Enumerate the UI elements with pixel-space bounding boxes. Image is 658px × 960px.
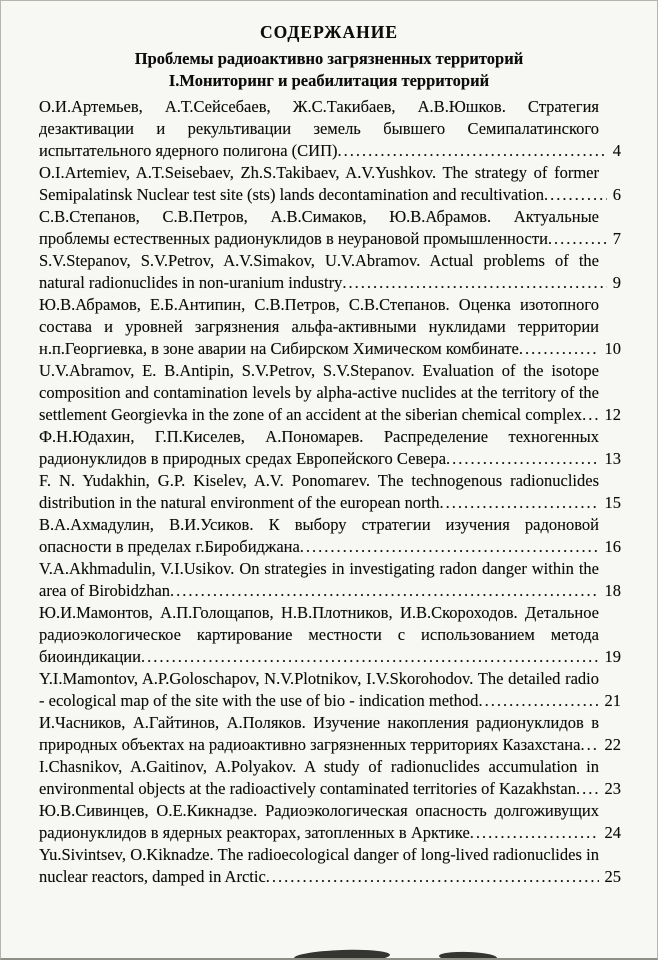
entry-page-number: 21 bbox=[599, 690, 622, 712]
entry-page-number: 10 bbox=[599, 338, 622, 360]
document-subtitle: Проблемы радиоактивно загрязненных территорий bbox=[134, 49, 524, 68]
entry-page-number: 7 bbox=[607, 228, 621, 250]
entry-title: The radioecological danger of long-lived radionuclides in nuclear reactors, damped in Arctic bbox=[39, 845, 600, 886]
entry-title: Стратегия дезактивации и рекультивации земель бывшего Семипалатинского испытательного ядерного полигона (СИП) bbox=[39, 97, 599, 160]
entry-page-number: 22 bbox=[599, 734, 622, 756]
entry-page-number: 23 bbox=[599, 778, 622, 800]
entry-title: On strategies in investigating radon danger within the area of Birobidzhan bbox=[39, 559, 599, 600]
entry-title: Актуальные проблемы естественных радионуклидов в неурановой промышленности bbox=[39, 207, 600, 248]
entry-page-number: 13 bbox=[599, 448, 622, 470]
entry-page-number: 24 bbox=[599, 822, 622, 844]
entry-authors: Ю.В.Абрамов, Е.Б.Антипин, С.В.Петров, С.В.Степанов. bbox=[39, 295, 450, 314]
entry-title: Изучение накопления радионуклидов в природных объектах на радиоактивно загрязненных территориях Казахстана bbox=[39, 713, 599, 754]
entry-title: The detailed radio - ecological map of the site with the use of bio - indication method bbox=[39, 669, 600, 710]
entry-page-number: 12 bbox=[599, 404, 622, 426]
entry-title: Радиоэкологическая опасность долгоживущих радионуклидов в ядерных реакторах, затопленных в Арктике bbox=[39, 801, 600, 842]
entry-authors: В.А.Ахмадулин, В.И.Усиков. bbox=[39, 515, 254, 534]
toc-entry bbox=[39, 206, 621, 250]
entry-authors: U.V.Abramov, E. B.Antipin, S.V.Petrov, S.V.Stepanov. bbox=[39, 361, 415, 380]
toc-entry bbox=[39, 844, 621, 888]
entry-authors: S.V.Stepanov, S.V.Petrov, A.V.Simakov, U.V.Abramov. bbox=[39, 251, 421, 270]
toc-entry bbox=[39, 756, 621, 800]
entry-authors: O.I.Artemiev, A.T.Seisebaev, Zh.S.Takibaev, A.V.Yushkov. bbox=[39, 163, 437, 182]
entry-authors: F. N. Yudakhin, G.P. Kiselev, A.V. Ponomarev. bbox=[39, 471, 371, 490]
entry-title: Детальное радиоэкологическое картирование местности с использованием метода биоиндикации bbox=[39, 603, 600, 666]
entry-authors: Ю.И.Мамонтов, А.П.Голощапов, Н.В.Плотников, И.В.Скороходов. bbox=[39, 603, 518, 622]
scan-artifact-left bbox=[294, 948, 390, 960]
entry-title: Evaluation of the isotope composition and contamination levels by alpha-active nuclides at the territory of the settlement Georgievka in the zone of an accident at the siberian chemical complex bbox=[39, 361, 600, 424]
toc-entry bbox=[39, 514, 621, 558]
entry-title: The strategy of former Semipalatinsk Nuclear test site (sts) lands decontamination and recultivation bbox=[39, 163, 599, 204]
entry-authors: Ф.Н.Юдахин, Г.П.Киселев, А.Пономарев. bbox=[39, 427, 364, 446]
toc-entry bbox=[39, 250, 621, 294]
entry-page-number: 16 bbox=[599, 536, 622, 558]
section-heading: I.Мониторинг и реабилитация территорий bbox=[168, 71, 490, 90]
entry-authors: I.Chasnikov, A.Gaitinov, A.Polyakov. bbox=[39, 757, 297, 776]
toc-entry bbox=[39, 162, 621, 206]
entry-page-number: 9 bbox=[607, 272, 621, 294]
scan-artifact-right bbox=[439, 951, 497, 960]
entry-title: Actual problems of the natural radionuclides in non-uranium industry bbox=[39, 251, 599, 292]
entry-page-number: 18 bbox=[599, 580, 622, 602]
toc-entry bbox=[39, 426, 621, 470]
entry-title: Оценка изотопного состава и уровней загрязнения альфа-активными нуклидами территории н.п.Георгиевка, в зоне аварии на Сибирском Химическом комбинате bbox=[39, 295, 599, 358]
entry-authors: Y.I.Mamontov, A.P.Goloschapov, N.V.Plotnikov, I.V.Skorohodov. bbox=[39, 669, 474, 688]
toc-entry bbox=[39, 96, 621, 162]
toc-entry bbox=[39, 712, 621, 756]
entry-page-number: 6 bbox=[607, 184, 621, 206]
entry-authors: V.A.Akhmadulin, V.I.Usikov. bbox=[39, 559, 235, 578]
entry-authors: С.В.Степанов, С.В.Петров, А.В.Симаков, Ю.В.Абрамов. bbox=[39, 207, 492, 226]
toc-entry bbox=[39, 800, 621, 844]
toc-entry bbox=[39, 668, 621, 712]
toc-entry bbox=[39, 360, 621, 426]
entry-title: A study of radionuclides accumulation in environmental objects at the radioactively contaminated territories of Kazakhstan bbox=[39, 757, 600, 798]
entry-page-number: 19 bbox=[599, 646, 622, 668]
entry-authors: И.Часников, А.Гайтинов, А.Поляков. bbox=[39, 713, 306, 732]
toc-entry bbox=[39, 558, 621, 602]
toc-entry bbox=[39, 470, 621, 514]
entry-authors: О.И.Артемьев, А.Т.Сейсебаев, Ж.С.Такибаев, А.В.Юшков. bbox=[39, 97, 506, 116]
entry-title: The technogenous radionuclides distribution in the natural environment of the european north bbox=[39, 471, 600, 512]
entry-authors: Ю.В.Сивинцев, О.Е.Кикнадзе. bbox=[39, 801, 258, 820]
entry-title: Распределение техногенных радионуклидов в природных средах Европейского Севера bbox=[39, 427, 600, 468]
entry-title: К выбору стратегии изучения радоновой опасности в пределах г.Биробиджана bbox=[39, 515, 599, 556]
entry-page-number: 15 bbox=[599, 492, 622, 514]
toc-entry bbox=[39, 602, 621, 668]
toc-entry bbox=[39, 294, 621, 360]
entry-authors: Yu.Sivintsev, O.Kiknadze. bbox=[39, 845, 214, 864]
page-title: СОДЕРЖАНИЕ bbox=[259, 22, 398, 42]
entry-page-number: 25 bbox=[599, 866, 622, 888]
entry-page-number: 4 bbox=[607, 140, 621, 162]
table-of-contents bbox=[39, 96, 621, 888]
